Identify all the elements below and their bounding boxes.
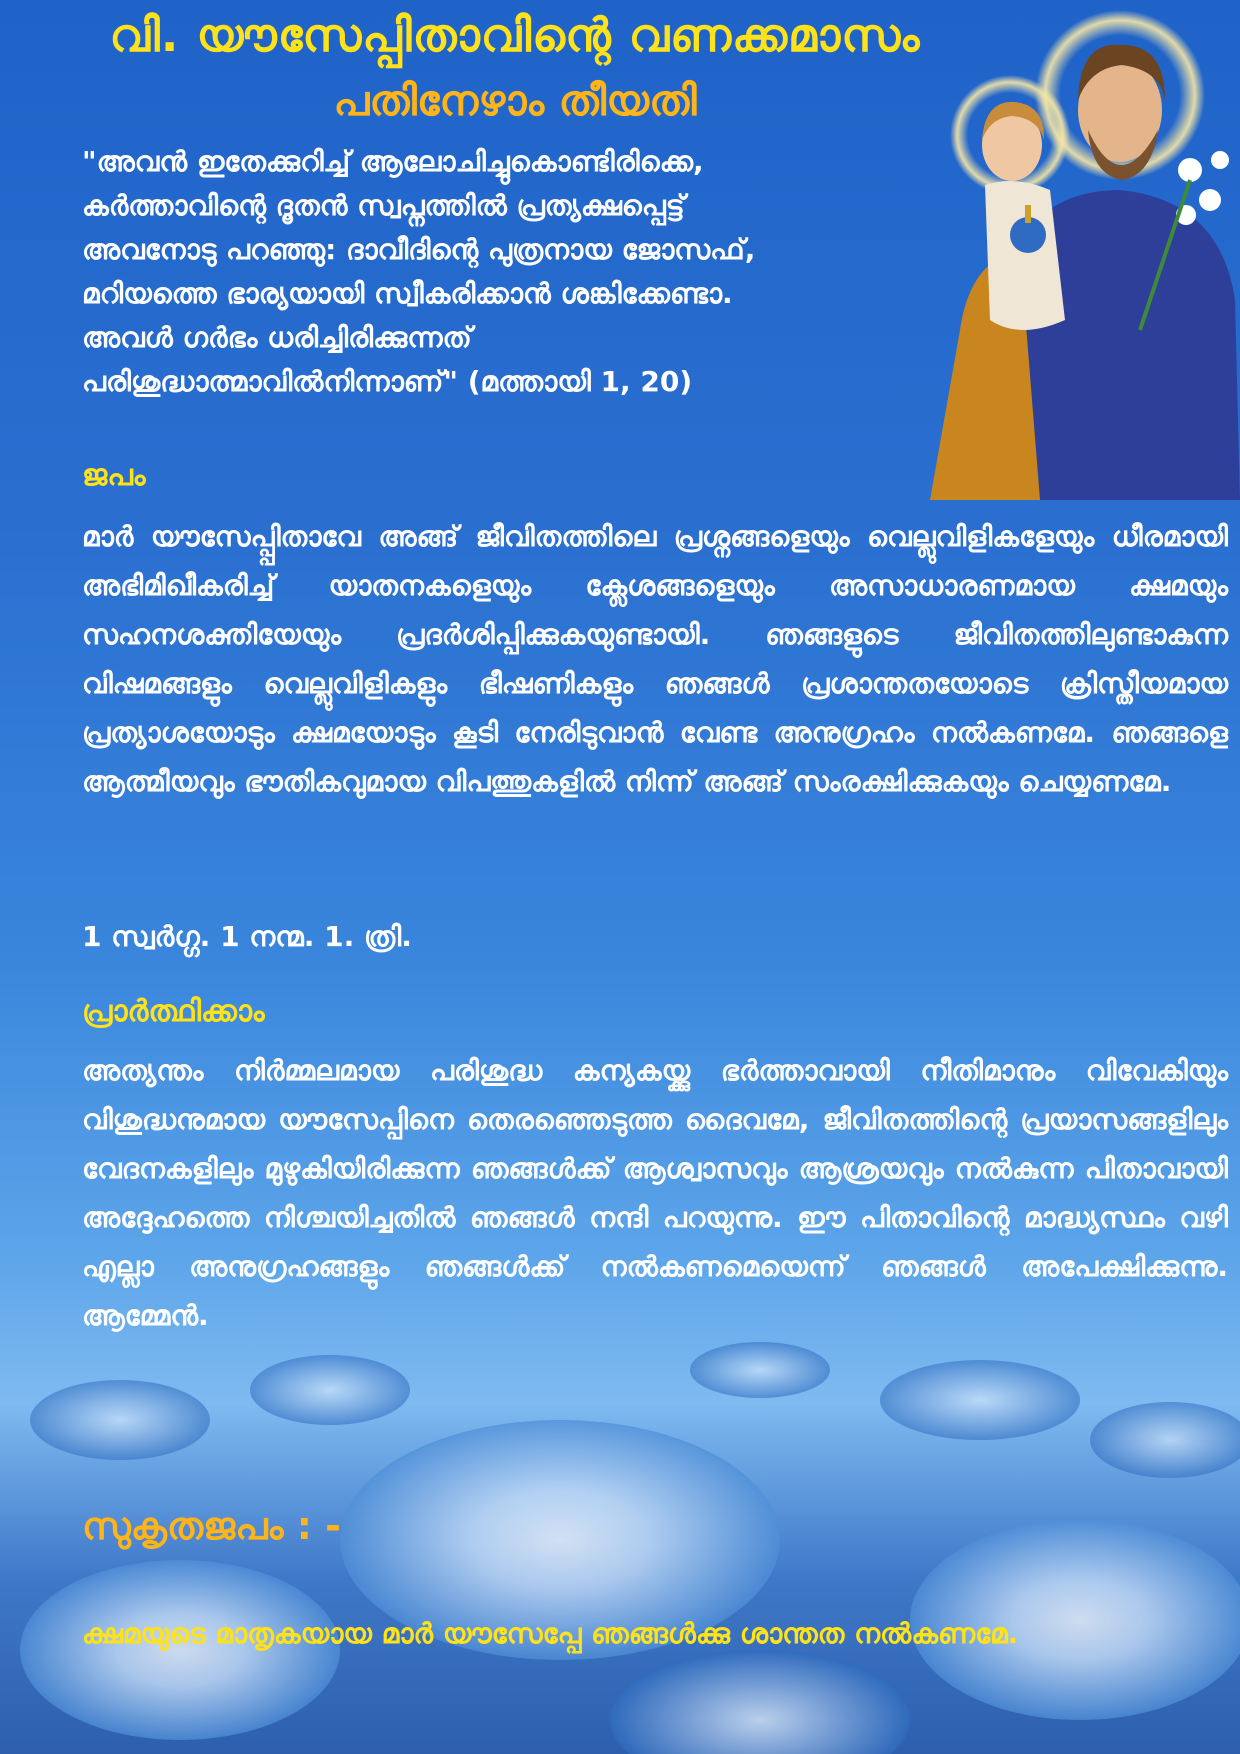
page-subtitle: പതിനേഴാം തീയതി [333, 76, 697, 125]
pray-heading: പ്രാർത്ഥിക്കാം [82, 994, 265, 1029]
pray-text: അത്യന്തം നിർമ്മലമായ പരിശുദ്ധ കന്യകയ്ക്കു ഭർത്താവായി നീതിമാനും വിവേകിയും വിശുദ്ധനുമായ യൗസേപ്പിനെ തെരഞ്ഞെടുത്ത ദൈവമേ, ജീവിതത്തിന്റെ പ്രയാസങ്ങളിലും വേദനകളിലും മുഴുകിയിരിക്കുന്ന ഞങ്ങൾക്ക് ആശ്വാസവും ആശ്രയവും നൽകുന്ന പിതാവായി അദ്ദേഹത്തെ നിശ്ചയിച്ചതിൽ ഞങ്ങൾ നന്ദി പറയുന്നു. ഈ പിതാവിന്റെ മാദ്ധ്യസ്ഥം വഴി എല്ലാ അനുഗ്രഹങ്ങളും ഞങ്ങൾക്ക് നൽകണമെയെന്ന് ഞങ്ങൾ അപേക്ഷിക്കുന്നു. ആമ്മേൻ. [82, 1054, 1228, 1332]
virtue-text: ക്ഷമയുടെ മാതൃകയായ മാർ യൗസേപ്പേ ഞങ്ങൾക്കു ശാന്തത നൽകണമേ. [82, 1617, 1019, 1650]
quote-line: "അവൻ ഇതേക്കുറിച്ച് ആലോചിച്ചുകൊണ്ടിരിക്കെ, [82, 145, 704, 178]
prayer-text: മാർ യൗസേപ്പ്പിതാവേ അങ്ങ് ജീവിതത്തിലെ പ്രശ്നങ്ങളെയും വെല്ലുവിളികളേയും ധീരമായി അഭിമിഖീകരിച്ച് യാതനകളെയും ക്ലേശങ്ങളെയും അസാധാരണമായ ക്ഷമയും സഹനശക്തിയേയും പ്രദർശിപ്പിക്കുകയുണ്ടായി. ഞങ്ങളുടെ ജീവിതത്തിലുണ്ടാകുന്ന വിഷമങ്ങളും വെല്ലുവിളികളും ഭീഷണികളും ഞങ്ങൾ പ്രശാന്തതയോടെ ക്രിസ്തീയമായ പ്രത്യാശയോടും ക്ഷമയോടും കൂടി നേരിടുവാൻ വേണ്ട അനുഗ്രഹം നൽകണമേ. ഞങ്ങളെ ആത്മീയവും ഭൗതികവുമായ വിപത്തുകളിൽ നിന്ന് അങ്ങ് സംരക്ഷിക്കുകയും ചെയ്യണമേ. [82, 520, 1228, 798]
quote-line: കർത്താവിന്റെ ദൂതൻ സ്വപ്നത്തിൽ പ്രത്യക്ഷപ്പെട്ട് [82, 189, 685, 222]
virtue-heading: സുകൃതജപം : - [82, 1504, 341, 1548]
page-title: വി. യൗസേപ്പിതാവിന്റെ വണക്കമാസം [109, 8, 921, 62]
prayer-heading: ജപം [82, 458, 146, 493]
quote-line: മറിയത്തെ ഭാര്യയായി സ്വീകരിക്കാൻ ശങ്കിക്കേണ്ടാ. [82, 277, 733, 310]
prayer-suffix: 1 സ്വർഗ്ഗ. 1 നന്മ. 1. ത്രി. [82, 920, 412, 953]
quote-line: അവനോടു പറഞ്ഞു: ദാവീദിന്റെ പുത്രനായ ജോസഫ്, [82, 233, 756, 266]
scripture-quote [82, 140, 962, 404]
quote-line: പരിശുദ്ധാത്മാവിൽനിന്നാണ്" (മത്തായി 1, 20) [82, 365, 693, 398]
quote-line: അവൾ ഗർഭം ധരിച്ചിരിക്കുന്നത് [82, 321, 472, 354]
